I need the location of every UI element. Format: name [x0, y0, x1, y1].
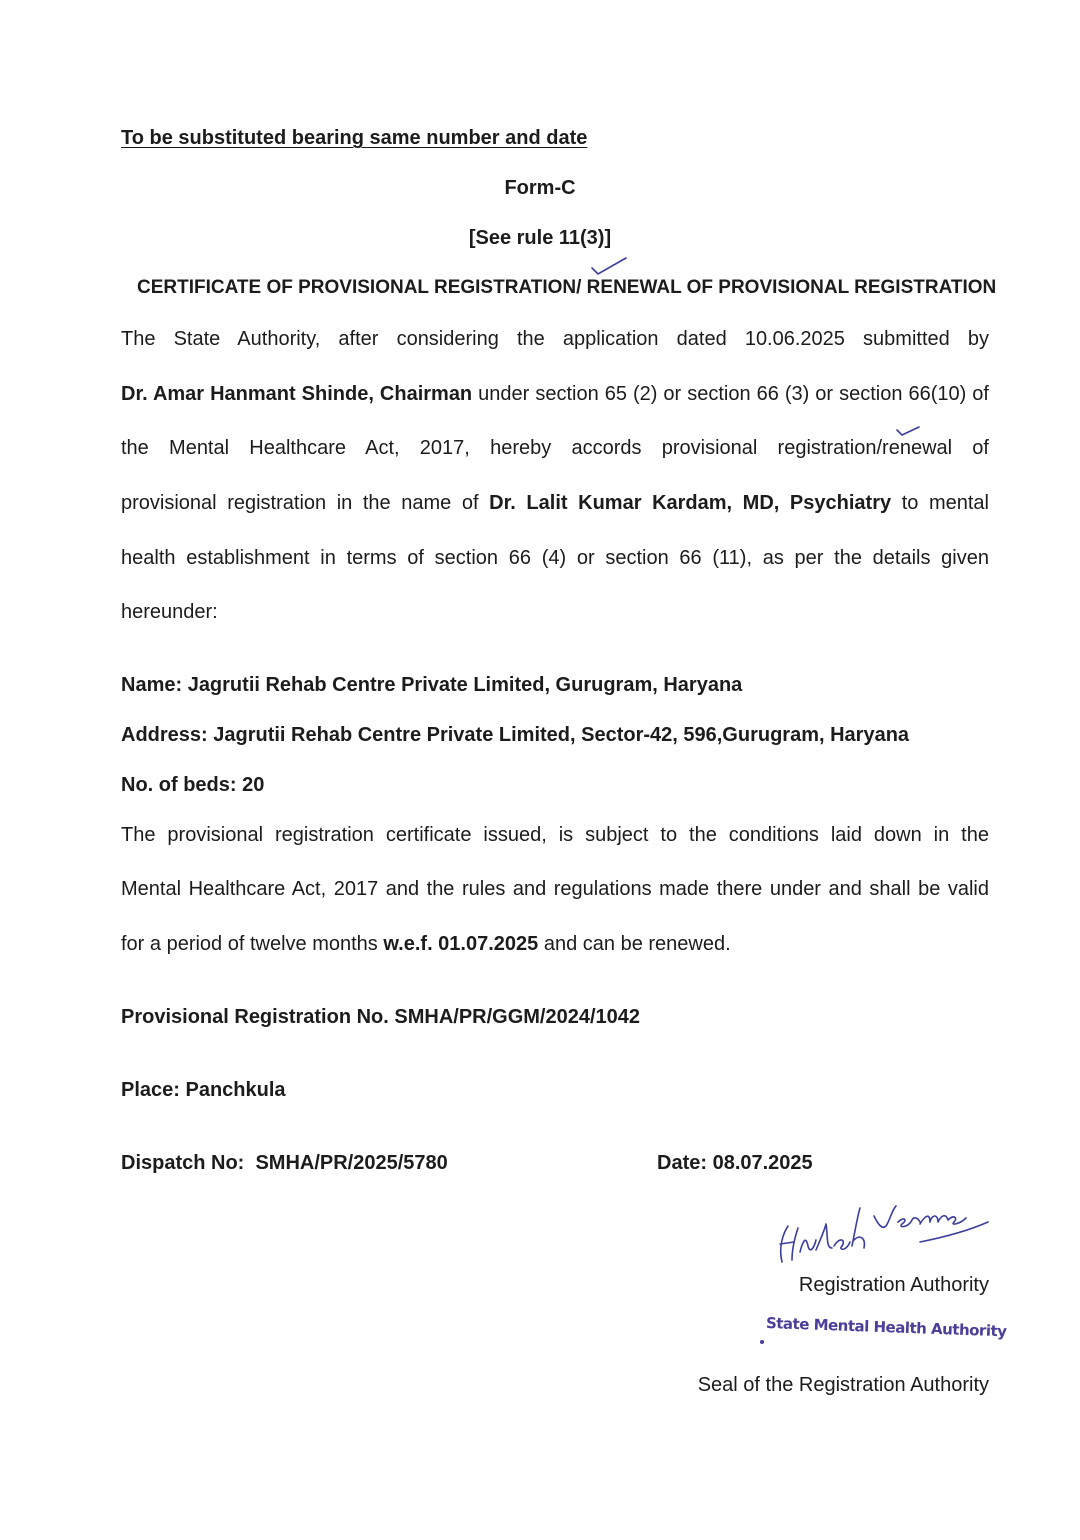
stamp-text: State Mental Health Authority	[765, 1314, 1007, 1341]
registration-authority-label: Registration Authority	[798, 1274, 989, 1296]
signature-image	[770, 1183, 1000, 1272]
establishment-address: Address: Jagrutii Rehab Centre Private Limited, Sector-42, 596,Gurugram, Haryana	[121, 724, 910, 746]
effective-date: w.e.f. 01.07.2025	[383, 933, 539, 955]
intro-line-2: Dr. Amar Hanmant Shinde, Chairman under section 65 (2) or section 66 (3) or section 66(10) of	[121, 383, 989, 405]
rule-reference: [See rule 11(3)]	[468, 227, 612, 249]
registration-number: Provisional Registration No. SMHA/PR/GGM/2024/1042	[121, 1006, 641, 1028]
intro-line-6: hereunder:	[121, 601, 218, 623]
applicant-name: Dr. Amar Hanmant Shinde, Chairman	[121, 383, 473, 405]
substitution-note: To be substituted bearing same number and date	[121, 127, 588, 149]
stamp-image	[766, 1314, 1007, 1340]
intro-line-1: The State Authority, after considering the application dated 10.06.2025 submitted by	[121, 328, 989, 350]
intro-line-4: provisional registration in the name of Dr. Lalit Kumar Kardam, MD, Psychiatry to mental	[121, 492, 989, 514]
validity-line-1: The provisional registration certificate issued, is subject to the conditions laid down in the	[121, 824, 989, 846]
seal-label: Seal of the Registration Authority	[697, 1374, 989, 1396]
dispatch-number: Dispatch No: SMHA/PR/2025/5780	[121, 1152, 448, 1174]
certificate-title: CERTIFICATE OF PROVISIONAL REGISTRATION/ RENEWAL OF PROVISIONAL REGISTRATION	[137, 277, 997, 298]
intro-line-3: the Mental Healthcare Act, 2017, hereby accords provisional registration/renewal of	[121, 437, 989, 459]
svg-text:Hitesh Verma: Hitesh Verma	[770, 1183, 867, 1200]
intro-line-5: health establishment in terms of section 66 (4) or section 66 (11), as per the details given	[121, 547, 989, 569]
number-of-beds: No. of beds: 20	[121, 774, 265, 796]
place: Place: Panchkula	[121, 1079, 286, 1101]
establishment-name: Name: Jagrutii Rehab Centre Private Limited, Gurugram, Haryana	[121, 674, 743, 696]
registrant-name: Dr. Lalit Kumar Kardam, MD, Psychiatry	[489, 492, 892, 514]
tick-mark-icon	[590, 256, 630, 278]
stamp-dot	[760, 1340, 764, 1344]
validity-line-2: Mental Healthcare Act, 2017 and the rules and regulations made there under and shall be valid	[121, 878, 989, 900]
validity-line-3: for a period of twelve months w.e.f. 01.07.2025 and can be renewed.	[121, 933, 731, 955]
issue-date: Date: 08.07.2025	[657, 1152, 813, 1174]
form-title: Form-C	[504, 177, 576, 199]
